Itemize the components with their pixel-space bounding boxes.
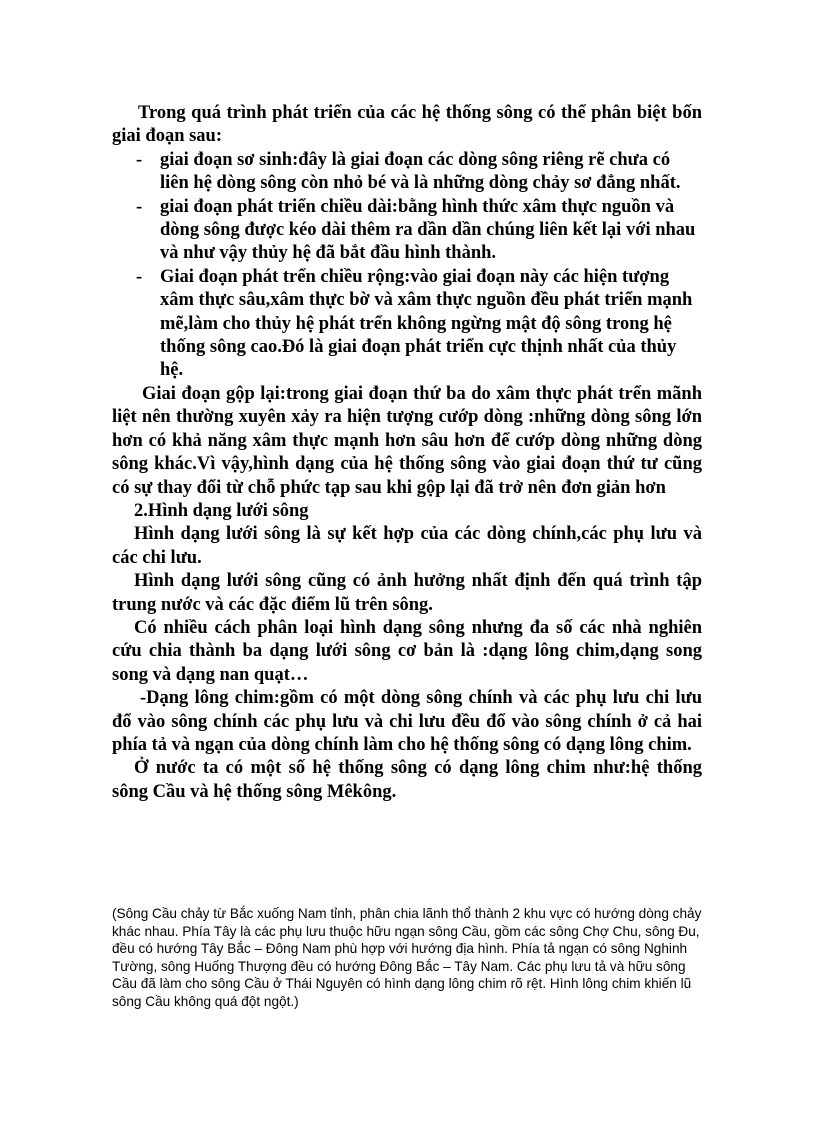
list-bullet: - <box>136 149 143 170</box>
feather-type-paragraph: -Dạng lông chim:gồm có một dòng sông chính và các phụ lưu chi lưu đổ vào sông chính các phụ lưu và chi lưu đều đổ vào sông chính ở cả hai phía tả và ngạn của dòng chính làm cho hệ thống sông có dạng lông chim. <box>112 688 702 755</box>
stage-text: Giai đoạn phát trển chiều rộng:vào giai đoạn này các hiện tượng xâm thực sâu,xâm thực bờ và xâm thực nguồn đều phát triển mạnh mẽ,làm cho thủy hệ phát trển không ngừng mật độ sông trong hệ thống sông cao.Đó là giai đoạn phát triển cực thịnh nhất của thủy hệ. <box>160 266 693 381</box>
list-bullet: - <box>136 266 143 287</box>
list-item <box>112 266 702 383</box>
stage-text: giai đoạn sơ sinh:đây là giai đoạn các dòng sông riêng rẽ chưa có liên hệ dòng sông còn nhỏ bé và là những dòng chảy sơ đẳng nhất. <box>160 149 681 194</box>
list-item <box>112 196 702 266</box>
note-text: (Sông Cầu chảy từ Bắc xuống Nam tỉnh, phân chia lãnh thổ thành 2 khu vực có hướng dòng chảy khác nhau. Phía Tây là các phụ lưu thuộc hữu ngạn sông Cầu, gồm các sông Chợ Chu, sông Đu, đều có hướng Tây Bắc – Đông Nam phù hợp với hướng địa hình. Phía tả ngạn có sông Nghinh Tường, sông Huống Thượng đều có hướng Đông Bắc – Tây Nam. Các phụ lưu tả và hữu sông Cầu đã làm cho sông Cầu ở Thái Nguyên có hình dạng lông chim rõ rệt. Hình lông chim khiến lũ sông Cầu không quá đột ngột.) <box>112 906 702 1009</box>
note-paragraph <box>112 905 702 1011</box>
list-item <box>112 149 702 196</box>
classification-paragraph: Có nhiều cách phân loại hình dạng sông nhưng đa số các nhà nghiên cứu chia thành ba dạng lưới sông cơ bản là :dạng lông chim,dạng song song và dạng nan quạt… <box>112 617 702 685</box>
merge-paragraph: Giai đoạn gộp lại:trong giai đoạn thứ ba do xâm thực phát trển mãnh liệt nên thường xuyên xảy ra hiện tượng cướp dòng :những dòng sông lớn hơn có khả năng xâm thực mạnh hơn sâu hơn để cướp dòng những dòng sông khác.Vì vậy,hình dạng của hệ thống sông vào giai đoạn thứ tư cũng có sự thay đổi từ chỗ phức tạp sau khi gộp lại đã trở nên đơn giản hơn <box>112 383 702 498</box>
vietnam-example-paragraph: Ở nước ta có một số hệ thống sông có dạng lông chim như:hệ thống sông Cầu và hệ thống sông Mêkông. <box>112 758 702 802</box>
definition-paragraph: Hình dạng lưới sông là sự kết hợp của các dòng chính,các phụ lưu và các chi lưu. <box>112 524 702 568</box>
intro-paragraph: Trong quá trình phát triển của các hệ thống sông có thể phân biệt bốn giai đoạn sau: <box>112 103 702 147</box>
stage-list <box>112 149 702 383</box>
stage-text: giai đoạn phát triển chiều dài:bằng hình thức xâm thực nguồn và dòng sông được kéo dài thêm ra dần dần chúng liên kết lại với nhau và như vậy thủy hệ đã bắt đầu hình thành. <box>160 196 696 264</box>
list-bullet: - <box>136 196 143 217</box>
section-heading: 2.Hình dạng lưới sông <box>134 500 309 521</box>
influence-paragraph: Hình dạng lưới sông cũng có ảnh hưởng nhất định đến quá trình tập trung nước và các đặc điểm lũ trên sông. <box>112 571 702 615</box>
main-text <box>112 102 702 804</box>
